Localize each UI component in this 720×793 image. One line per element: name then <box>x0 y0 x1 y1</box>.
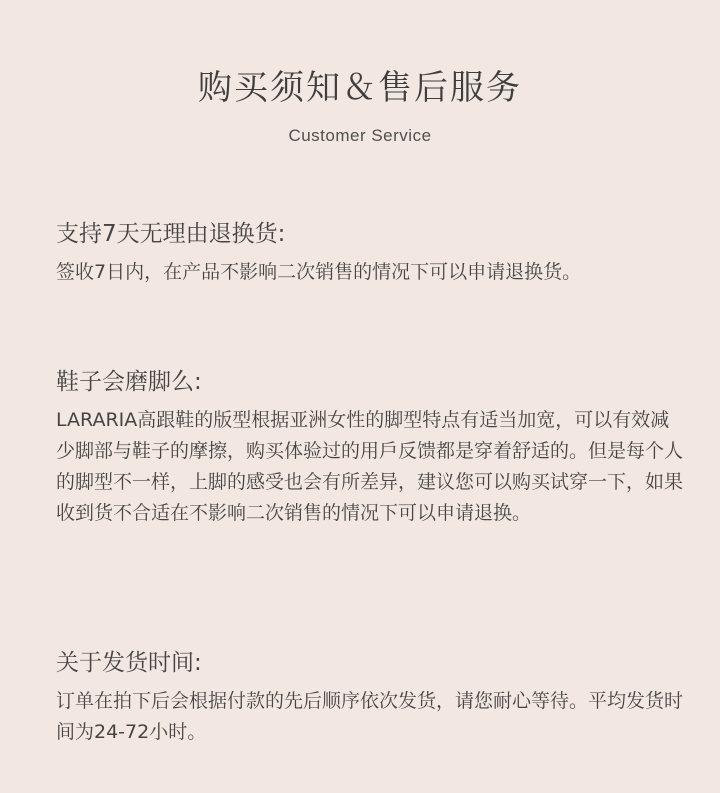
page-header <box>0 62 720 146</box>
shipping-heading: 关于发货时间: <box>56 650 202 676</box>
shipping-text: 订单在拍下后会根据付款的先后顺序依次发货，请您耐心等待。平均发货时间为24-72小时。 <box>56 690 684 743</box>
comfort-text: LARARIA高跟鞋的版型根据亚洲女性的脚型特点有适当加宽，可以有效减少脚部与鞋子的摩擦，购买体验过的用戶反馈都是穿着舒适的。但是每个人的脚型不一样，上脚的感受也会有所差异，建议您可以购买试穿一下，如果收到货不合适在不影响二次销售的情况下可以申请退换。 <box>56 409 684 524</box>
return-policy-heading: 支持7天无理由退换货: <box>56 221 286 247</box>
page-subtitle: Customer Service <box>288 126 432 145</box>
return-policy-text: 签收7日内，在产品不影响二次销售的情况下可以申请退换货。 <box>56 261 582 283</box>
shipping-section <box>56 646 686 748</box>
comfort-section <box>56 365 686 529</box>
comfort-heading: 鞋子会磨脚么: <box>56 369 202 395</box>
return-policy-section <box>56 217 686 288</box>
page-title: 购买须知＆售后服务 <box>198 68 522 108</box>
